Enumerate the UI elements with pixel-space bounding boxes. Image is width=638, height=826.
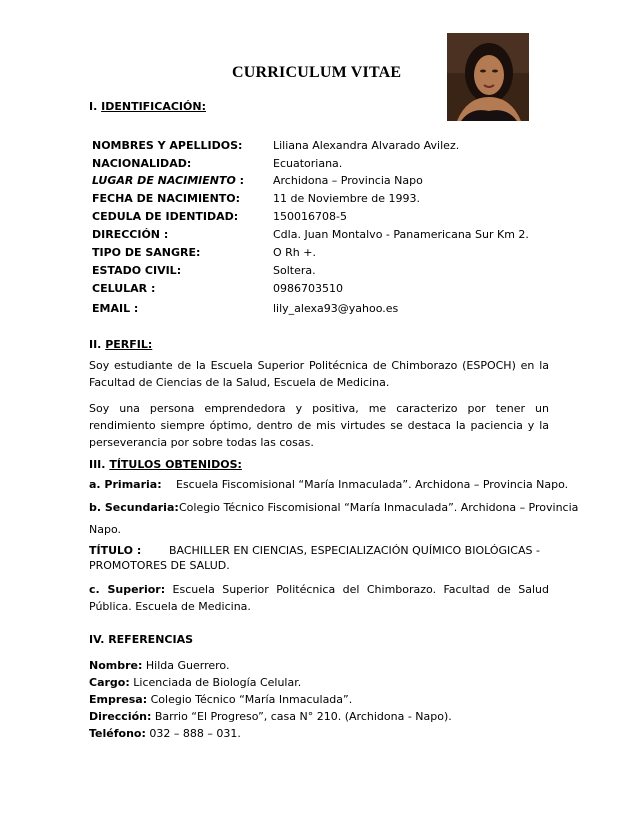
section-number: II.: [89, 338, 102, 351]
ref-label: Dirección:: [89, 710, 152, 723]
id-value: Ecuatoriana.: [273, 157, 343, 170]
ref-direccion: [89, 708, 452, 725]
id-value: 150016708-5: [273, 210, 347, 223]
perfil-paragraph-2: Soy una persona emprendedora y positiva, me caracterizo por tener un rendimiento siempre óptimo, dentro de mis virtudes se destaca la paciencia y la perseverancia por sobre todas las cosas.: [89, 402, 549, 449]
id-label: TIPO DE SANGRE:: [92, 246, 201, 259]
section-heading-referencias: IV. REFERENCIAS: [89, 633, 194, 646]
id-value: O Rh +.: [273, 246, 316, 259]
ref-telefono: [89, 725, 241, 742]
id-label: NACIONALIDAD:: [92, 157, 192, 170]
id-label: [92, 173, 244, 189]
titulo-label: TÍTULO :: [89, 544, 142, 557]
section-heading-titulos: [89, 458, 242, 471]
id-value: Liliana Alexandra Alvarado Avilez.: [273, 139, 460, 152]
primaria-value: Escuela Fiscomisional “María Inmaculada”. Archidona – Provincia Napo.: [176, 478, 569, 491]
portrait-image: [447, 33, 529, 121]
superior-label: c. Superior:: [89, 583, 166, 596]
titulo-bachiller-cont: PROMOTORES DE SALUD.: [89, 559, 230, 572]
id-value: 0986703510: [273, 282, 343, 295]
section-label: TÍTULOS OBTENIDOS:: [109, 458, 242, 471]
id-label-italic: LUGAR DE NACIMIENTO: [92, 174, 236, 187]
id-label: ESTADO CIVIL:: [92, 264, 182, 277]
ref-value: 032 – 888 – 031.: [149, 727, 241, 740]
profile-photo: [447, 33, 529, 121]
section-heading-perfil: [89, 338, 152, 351]
ref-value: Licenciada de Biología Celular.: [133, 676, 302, 689]
id-label: CELULAR :: [92, 282, 156, 295]
ref-empresa: [89, 691, 352, 708]
superior-value: Escuela Superior Politécnica del Chimborazo. Facultad de Salud Pública. Escuela de Medicina.: [89, 583, 549, 613]
ref-label: Empresa:: [89, 693, 148, 706]
titulo-value: BACHILLER EN CIENCIAS, ESPECIALIZACIÓN QUÍMICO BIOLÓGICAS -: [169, 544, 540, 557]
id-value: Cdla. Juan Montalvo - Panamericana Sur Km 2.: [273, 228, 529, 241]
ref-value: Barrio “El Progreso”, casa N° 210. (Archidona - Napo).: [154, 710, 452, 723]
titulo-bachiller: [89, 544, 540, 557]
document-title: CURRICULUM VITAE: [232, 64, 402, 81]
ref-nombre: [89, 657, 229, 674]
ref-label: Cargo:: [89, 676, 130, 689]
ref-value: Hilda Guerrero.: [145, 659, 230, 672]
ref-label: Nombre:: [89, 659, 143, 672]
section-heading-identificacion: [89, 100, 206, 113]
id-label: EMAIL :: [92, 302, 139, 315]
ref-label: Teléfono:: [89, 727, 146, 740]
id-value: Soltera.: [273, 264, 316, 277]
id-value: 11 de Noviembre de 1993.: [273, 192, 421, 205]
titulo-superior: [89, 581, 549, 615]
secundaria-value: Colegio Técnico Fiscomisional “María Inmaculada”. Archidona – Provincia: [179, 501, 579, 514]
perfil-paragraph-1: Soy estudiante de la Escuela Superior Politécnica de Chimborazo (ESPOCH) en la Facultad de Ciencias de la Salud, Escuela de Medicina.: [89, 359, 549, 389]
id-label: FECHA DE NACIMIENTO:: [92, 192, 241, 205]
id-value: Archidona – Provincia Napo: [273, 174, 423, 187]
titulo-secundaria-cont: Napo.: [89, 523, 121, 536]
ref-cargo: [89, 674, 301, 691]
section-number: III.: [89, 458, 106, 471]
section-label: IDENTIFICACIÓN:: [101, 100, 206, 113]
id-label: CEDULA DE IDENTIDAD:: [92, 210, 239, 223]
primaria-label: a. Primaria:: [89, 478, 162, 491]
secundaria-label: b. Secundaria:: [89, 501, 179, 514]
id-label: DIRECCIÓN :: [92, 228, 169, 241]
id-label: NOMBRES Y APELLIDOS:: [92, 139, 243, 152]
titulo-secundaria: [89, 501, 579, 514]
id-label-suffix: :: [235, 174, 245, 187]
id-value[interactable]: lily_alexa93@yahoo.es: [273, 302, 399, 315]
section-number: I.: [89, 100, 98, 113]
ref-value: Colegio Técnico “María Inmaculada”.: [150, 693, 353, 706]
section-label: PERFIL:: [105, 338, 153, 351]
titulo-primaria: [89, 478, 569, 491]
